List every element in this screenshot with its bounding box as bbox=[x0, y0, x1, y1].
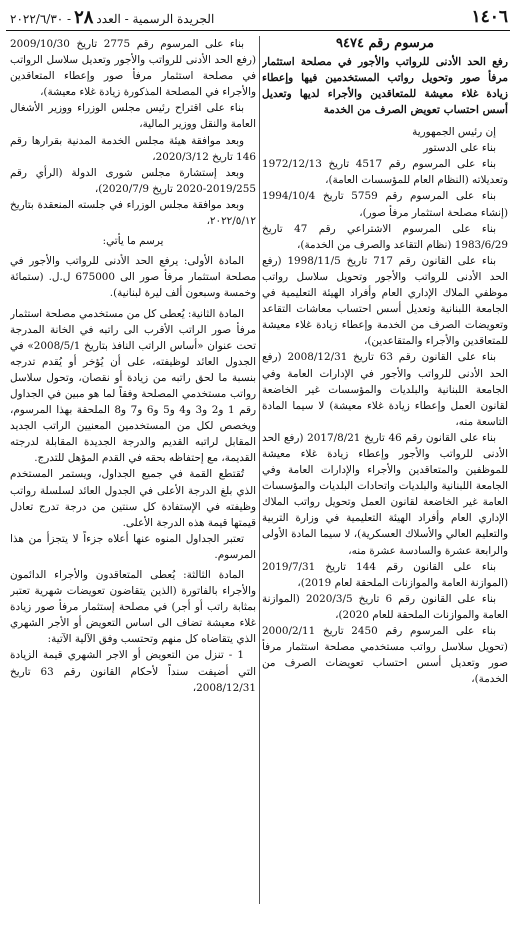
preamble-line: بناء على المرسوم رقم 2450 تاريخ 2000/2/11 (تحويل سلاسل رواتب مستخدمي مصلحة استثمار مرفأ صور وتعديل أسس احتساب تعويضات الصرف من الخدمة)، bbox=[262, 625, 508, 686]
issue-number: ٢٨ bbox=[74, 6, 94, 28]
left-column bbox=[10, 36, 256, 928]
preamble-line: إن رئيس الجمهورية bbox=[412, 126, 496, 139]
preamble-line: بناء على القانون رقم 63 تاريخ 2008/12/31 (رفع الحد الأدنى للرواتب والأجور في الإدارات العامة وفي الجامعة اللبنانية والبلديات والمؤسسات غير الخاضعة لقانون العمل وإعطاء زيادة غلاء معيشة) لا سيما المادة التاسعة منه، bbox=[262, 351, 508, 428]
article-one: المادة الأولى: يرفع الحد الأدنى للرواتب والأجور في مصلحة استثمار مرفأ صور الى 675000 ل.ل. (ستمائة وخمسة وسبعون ألف ليرة لبنانية). bbox=[10, 255, 256, 300]
preamble-line: وبعد إستشارة مجلس شورى الدولة (الرأي رقم 2019/255-2020 تاريخ 2020/7/9)، bbox=[10, 166, 256, 195]
gazette-name: الجريدة الرسمية - العدد bbox=[96, 11, 215, 26]
decrees-line: يرسم ما يأتي: bbox=[102, 235, 164, 248]
preamble-line: وبعد موافقة هيئة مجلس الخدمة المدنية بقرارها رقم 146 تاريخ 2020/3/12، bbox=[10, 134, 256, 163]
page-header bbox=[10, 6, 508, 28]
decree-subject: رفع الحد الأدنى للرواتب والأجور في مصلحة استثمار مرفأ صور وتحويل رواتب المستخدمين فيها وإعطاء زيادة غلاء معيشة للمتعاقدين والأجراء لديها وتعديل أسس احتساب تعويض الصرف من الخدمة bbox=[262, 56, 508, 117]
issue-date: - ٢٠٢٢/٦/٣٠ bbox=[10, 11, 72, 26]
page-number: ١٤٠٦ bbox=[471, 7, 508, 27]
article-two: المادة الثانية: يُعطى كل من مستخدمي مصلحة استثمار مرفأ صور الراتب الأقرب الى راتبه في الخانة المدرجة تحت عنوان «أساس الراتب النافذ بتاريخ 2008/5/1» في الجدول العائد لوظيفته، على أن يُؤخر أو يُقدم تدرجه بنسبة ما لحق راتبه من زيادة أو نقصان، وتحول سلاسل رواتب مستخدمي المصلحة وفقاً لما هو مبين في الجداول رقم 1 و2 و3 و4 و5 و6 و7 و8 الملحقة بهذا المرسوم، ويخصص لكل من المستخدمين المعنيين الراتب الجديد المقابل لراتبه القديم والدرجة الجديدة المقابلة لدرجته القديمة، مع إحتفاظه بحقه في القدم المؤهل للتدرج. bbox=[10, 307, 256, 465]
preamble-line: بناء على المرسوم رقم 5759 تاريخ 1994/10/4 (إنشاء مصلحة استثمار مرفأ صور)، bbox=[262, 190, 508, 219]
article-three: المادة الثالثة: يُعطى المتعاقدون والأجراء الدائمون والأجراء بالفاتورة (الذين يتقاضون تعويضات شهرية تعتبر بمثابة راتب أو أجر) في مصلحة إستثمار مرفأ صور زيادة غلاء معيشة تضاف الى اساس التعويض أو الأجر الشهري الذي يتقاضاه كل منهم وتحتسب وفق الآلية الآتية: bbox=[10, 569, 256, 646]
article-two-paragraph: تُقتطع القمة في جميع الجداول، ويستمر المستخدم الذي بلغ الدرجة الأعلى في الجدول العائد لسلسلة رواتب وظيفته في الإستفادة كل سنتين من درجة تدرج تعادل قيمتها قيمة هذه الدرجة الأعلى. bbox=[10, 468, 256, 529]
preamble-line: بناء على القانون رقم 6 تاريخ 2020/3/5 (الموازنة العامة والموازنات الملحقة للعام 2020)، bbox=[262, 592, 508, 621]
column-divider bbox=[259, 36, 260, 904]
preamble-line: بناء على القانون رقم 144 تاريخ 2019/7/31 (الموازنة العامة والموازنات الملحقة لعام 2019)، bbox=[262, 560, 508, 589]
preamble-line: بناء على اقتراح رئيس مجلس الوزراء ووزير الأشغال العامة والنقل ووزير المالية، bbox=[10, 102, 256, 131]
preamble-line: بناء على الدستور bbox=[423, 142, 496, 155]
preamble-line: بناء على القانون رقم 46 تاريخ 2017/8/21 (رفع الحد الأدنى للرواتب والأجور وإعطاء زيادة غلاء معيشة للموظفين والمتعاقدين والأجراء والإدارات العامة وفي الجامعة اللبنانية والبلديات واتحادات البلديات والمؤسسات العامة غير الخاضعة لقانون العمل وتحويل رواتب الملاك الإداري العام وأفراد الهيئة التعليمية في وزارة التربية والتعليم العالي والأسلاك العسكرية)، لا سيما المادة الأولى والرابعة عشرة والسادسة عشرة منه، bbox=[262, 431, 508, 557]
preamble-line: بناء على المرسوم رقم 4517 تاريخ 1972/12/13 وتعديلاته (النظام العام للمؤسسات العامة)، bbox=[262, 158, 508, 187]
header-rule bbox=[6, 30, 510, 31]
decree-title: مرسوم رقم ٩٤٧٤ bbox=[336, 36, 434, 51]
right-column bbox=[262, 36, 508, 928]
article-three-item: 1 - تنزل من التعويض أو الاجر الشهري قيمة الزيادة التي أضيفت سنداً لأحكام القانون رقم 63 تاريخ 2008/12/31، bbox=[10, 649, 256, 694]
preamble-line: وبعد موافقة مجلس الوزراء في جلسته المنعقدة بتاريخ ٢٠٢٢/٥/١٢، bbox=[10, 198, 256, 228]
gazette-masthead bbox=[10, 7, 214, 28]
preamble-line: بناء على المرسوم الاشتراعي رقم 47 تاريخ 1983/6/29 (نظام التقاعد والصرف من الخدمة)، bbox=[262, 222, 508, 251]
article-two-paragraph: تعتبر الجداول المنوه عنها أعلاه جزءاً لا يتجزأ من هذا المرسوم. bbox=[10, 532, 256, 561]
preamble-line: بناء على القانون رقم 717 تاريخ 1998/11/5 (رفع الحد الأدنى للرواتب والأجور وتحويل سلاسل رواتب موظفي الملاك الإداري العام وأفراد الهيئة التعليمية في الجامعة اللبنانية وتعديل أسس احتساب معاشات التقاعد وتعويضات الصرف من الخدمة وإعطاء زيادة غلاء معيشة للمتعاقدين والأجراء والمتقاعدين)، bbox=[262, 254, 508, 348]
preamble-line: بناء على المرسوم رقم 2775 تاريخ 2009/10/30 (رفع الحد الأدنى للرواتب والأجور وتعديل سلاسل الرواتب في مصلحة استثمار مرفأ صور وإعطاء المتعاقدين والأجراء في المصلحة المذكورة زيادة غلاء معيشة)، bbox=[10, 38, 256, 99]
